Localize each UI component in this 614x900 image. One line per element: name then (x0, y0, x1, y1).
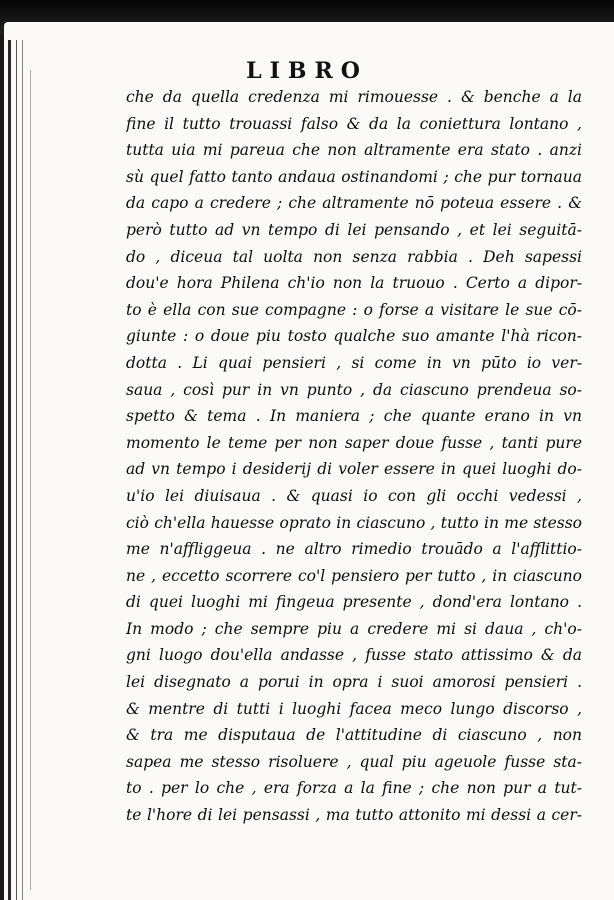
text-line: momento le teme per non saper doue fusse , tanti pure (126, 433, 582, 452)
text-line: u'io lei diuisaua . & quasi io con gli occhi vedessi , (126, 486, 582, 505)
text-line: da capo a credere ; che altramente nō poteua essere . & (126, 194, 582, 213)
gutter-line (30, 70, 31, 890)
text-line: gni luogo dou'ella andasse , fusse stato attissimo & da (126, 646, 582, 665)
text-line: ad vn tempo i desiderij di voler essere in quei luoghi do- (126, 460, 582, 479)
text-line: saua , così pur in vn punto , da ciascuno prendeua so- (126, 380, 582, 399)
text-line: dotta . Li quai pensieri , si come in vn pūto io ver- (126, 353, 582, 372)
text-line: te l'hore di lei pensassi , ma tutto attonito mi dessi a cer- (126, 806, 582, 825)
text-line: però tutto ad vn tempo di lei pensando , et lei seguitā- (126, 220, 582, 239)
text-line: me n'affliggeua . ne altro rimedio trouādo a l'afflittio- (126, 540, 582, 559)
text-line: & mentre di tutti i luoghi facea meco lungo discorso , (126, 699, 582, 718)
gutter-line (16, 40, 17, 900)
text-line: fine il tutto trouassi falso & da la coniettura lontano , (126, 114, 582, 133)
gutter-line (8, 40, 11, 900)
text-line: In modo ; che sempre piu a credere mi si daua , ch'o- (126, 619, 582, 638)
text-line: sù quel fatto tanto andaua ostinandomi ; che pur tornaua (126, 167, 582, 186)
text-line: sapea me stesso risoluere , qual piu ageuole fusse sta- (126, 752, 582, 771)
text-line: do , diceua tal uolta non senza rabbia . Deh sapessi (126, 247, 582, 266)
text-line: to è ella con sue compagne : o forse a visitare le sue cō- (126, 300, 582, 319)
text-line: di quei luoghi mi fingeua presente , dond'era lontano . (126, 593, 582, 612)
text-line: spetto & tema . In maniera ; che quante erano in vn (126, 407, 582, 426)
running-head: LIBRO (246, 58, 368, 84)
text-line: dou'e hora Philena ch'io non la truouo . Certo a dipor- (126, 274, 582, 293)
text-line: ne , eccetto scorrere co'l pensiero per tutto , in ciascuno (126, 566, 582, 585)
text-line: tutta uia mi pareua che non altramente era stato . anzi (126, 141, 582, 160)
text-line: ciò ch'ella hauesse oprato in ciascuno , tutto in me stesso (126, 513, 582, 532)
text-line: che da quella credenza mi rimouesse . & benche a la (126, 88, 582, 106)
text-line: lei disegnato a porui in opra i suoi amorosi pensieri . (126, 673, 582, 692)
gutter-line (22, 40, 23, 900)
text-line: to . per lo che , era forza a la fine ; che non pur a tut- (126, 779, 582, 798)
text-block (126, 84, 582, 829)
text-line: & tra me disputaua de l'attitudine di ciascuno , non (126, 726, 582, 745)
text-line: giunte : o doue piu tosto qualche suo amante l'hà ricon- (126, 327, 582, 346)
